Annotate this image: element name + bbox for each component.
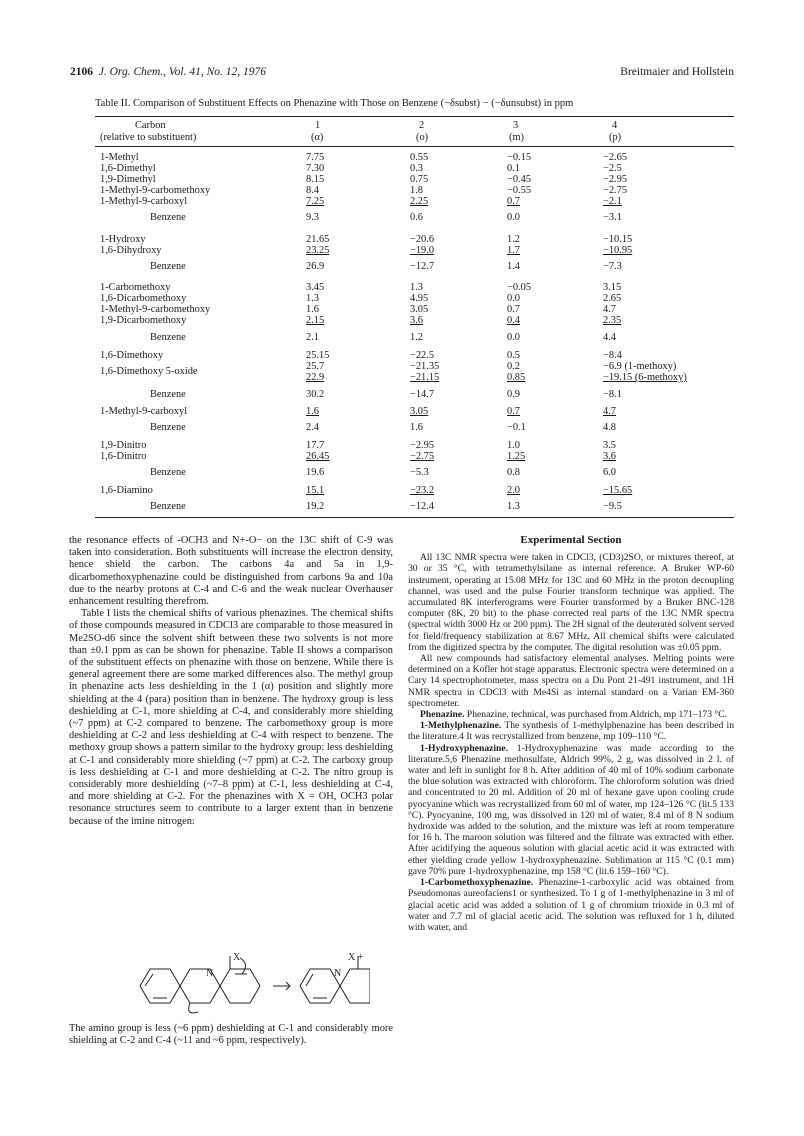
cell-c2: −14.7 <box>410 389 435 400</box>
cell-c2: 2.25 <box>410 196 429 207</box>
table-head-row-1 <box>95 120 734 131</box>
cell-c1: 21.65 <box>306 234 330 245</box>
cell-c4: −10.15 <box>603 234 633 245</box>
table-row <box>95 245 734 256</box>
cell-c2: 1.6 <box>410 422 423 433</box>
cell-c3: 0.85 <box>507 372 526 383</box>
cell-c2: −2.95 <box>410 440 435 451</box>
cell-c1: 30.2 <box>306 389 325 400</box>
cell-c2: 3.6 <box>410 315 423 326</box>
cell-c2: −21.15 <box>410 372 440 383</box>
head-col-1: 1 <box>315 120 321 131</box>
table-top-rule <box>95 116 734 117</box>
table-row <box>95 196 734 207</box>
cell-c4: −8.4 <box>603 350 622 361</box>
table-row-benzene <box>95 467 734 478</box>
row-label: 1-Methyl <box>100 152 139 163</box>
compound-name: 1-Hydroxyphenazine. <box>420 742 509 754</box>
ring-right-b <box>340 969 370 1003</box>
cell-c1: 8.4 <box>306 185 319 196</box>
cell-c4: 2.65 <box>603 293 622 304</box>
paragraph: All 13C NMR spectra were taken in CDCl3, (CD3)2SO, or mixtures thereof, at 30 or 35 °C, with tetramethylsilane as internal reference. A Bruker WP-60 instrument, operating at 15.08 MHz for 13C and 60 MHz in the proton decoupling channel, was used and the pulse Fourier transform technique was applied. The accumulated 8K interferograms were Fourier transformed by a Bruker BNC-128 computer (8K, 20 bit) to the phase corrected real parts of the 13C NMR spectra (spectral width 3000 Hz or 200 ppm). The 2H signal of the deuterated solvent served for field/frequency stabilization at 8.67 MHz. All chemical shifts were calculated from the digitized spectra by the computer. The digital resolution was ±0.05 ppm. <box>408 552 734 653</box>
table-row-benzene <box>95 422 734 433</box>
head-carbon: Carbon <box>135 120 166 131</box>
cell-c2: 1.8 <box>410 185 423 196</box>
cell-c3: 0.7 <box>507 196 520 207</box>
cell-c1: 9.3 <box>306 212 319 223</box>
cell-c2: −22.5 <box>410 350 435 361</box>
cell-c1: 22.9 <box>306 372 325 383</box>
cell-c1: 7.75 <box>306 152 325 163</box>
table-row <box>95 372 734 383</box>
row-label: 1,6-Diamino <box>100 485 153 496</box>
cell-c2: −2.75 <box>410 451 435 462</box>
table-head-row-2 <box>95 132 734 143</box>
cell-c3: 0.1 <box>507 163 520 174</box>
cell-c1: 2.1 <box>306 332 319 343</box>
row-label: 1,6-Dihydroxy <box>100 245 162 256</box>
cell-c1: 19.2 <box>306 501 325 512</box>
compound-name: Phenazine. <box>420 709 465 721</box>
cell-c1: 1.6 <box>306 406 319 417</box>
paragraph <box>408 877 734 933</box>
scheme-x-plus-label: X + <box>348 952 364 963</box>
row-label: 1,6-Dimethoxy 5-oxide <box>100 366 198 377</box>
paragraph <box>408 709 734 720</box>
cell-c3: 1.25 <box>507 451 526 462</box>
table-bottom-rule <box>95 517 734 518</box>
cell-c4: −7.3 <box>603 261 622 272</box>
journal-citation: J. Org. Chem., Vol. 41, No. 12, 1976 <box>98 66 267 78</box>
compound-text: The synthesis of 1-methylphenazine has been described in the literature.4 It was recrystallized from benzene, mp 109–110 °C. <box>408 720 734 743</box>
head-relative: (relative to substituent) <box>100 132 197 143</box>
cell-c1: 26.9 <box>306 261 325 272</box>
cell-c1: 1.6 <box>306 304 319 315</box>
compound-text: Phenazine, technical, was purchased from Aldrich, mp 171–173 °C. <box>464 709 728 721</box>
table-caption: Table II. Comparison of Substituent Effects on Phenazine with Those on Benzene (−δsubst) − (−δunsubst) in ppm <box>95 98 574 109</box>
cell-c1: 3.45 <box>306 282 325 293</box>
cell-c1: 7.25 <box>306 196 325 207</box>
scheme-x-label: X <box>233 952 241 963</box>
cell-c1: 25.7 <box>306 361 325 372</box>
cell-c4: −10.95 <box>603 245 633 256</box>
row-label: 1-Carbomethoxy <box>100 282 171 293</box>
table-row-benzene <box>95 389 734 400</box>
cell-c3: 2.0 <box>507 485 520 496</box>
header-left <box>70 66 266 78</box>
head-ortho: (o) <box>416 132 429 143</box>
cell-c4: −8.1 <box>603 389 622 400</box>
amino-paragraph: The amino group is less (~6 ppm) deshielding at C-1 and considerably more shielding at C-2 and C-4 (~11 and ~6 ppm, respectively). <box>69 1023 393 1047</box>
paragraph: All new compounds had satisfactory elemental analyses. Melting points were determined on a Kofler hot stage apparatus. Electronic spectra were determined on a Cary 14 spectrophotometer, mass spectra on a Du Pont 21-491 instrument, and 1H NMR spectra in CDCl3 with Me4Si as internal standard on a Varian EM-360 spectrometer. <box>408 653 734 709</box>
cell-c1: 2.4 <box>306 422 319 433</box>
cell-c3: −0.15 <box>507 152 532 163</box>
cell-c4: 3.15 <box>603 282 622 293</box>
cell-c4: 3.6 <box>603 451 616 462</box>
table-row <box>95 174 734 185</box>
cell-c2: −20.6 <box>410 234 435 245</box>
page-number: 2106 <box>70 66 93 78</box>
cell-c3: 0.8 <box>507 467 520 478</box>
table-row <box>95 185 734 196</box>
paragraph: the resonance effects of -OCH3 and N+-O− on the 13C shift of C-9 was taken into consideration. Both substituents will increase the electron density, hence shield the carbon. The carbons 4a and 5a in 1,9-dicarbomethoxyphenazine could be distinguished from carbons 9a and 10a due to the nearby protons at C-4 and C-6 and the weak nuclear Overhauser enhancement resulting therefrom. <box>69 535 393 608</box>
cell-c4: −6.9 (1-methoxy) <box>603 361 677 372</box>
row-label: 1-Hydroxy <box>100 234 146 245</box>
row-label: 1,9-Dimethyl <box>100 174 156 185</box>
scheme-n-label-2: N <box>334 968 342 979</box>
row-label: Benzene <box>150 261 186 272</box>
table-header-rule <box>95 146 734 147</box>
row-label: 1,9-Dinitro <box>100 440 147 451</box>
head-col-2: 2 <box>419 120 425 131</box>
row-label: Benzene <box>150 422 186 433</box>
cell-c1: 7.30 <box>306 163 325 174</box>
cell-c3: 0.0 <box>507 332 520 343</box>
table-row <box>95 282 734 293</box>
cell-c1: 15.1 <box>306 485 325 496</box>
cell-c3: 0.2 <box>507 361 520 372</box>
cell-c4: −2.75 <box>603 185 628 196</box>
cell-c3: 1.4 <box>507 261 520 272</box>
cell-c3: −0.55 <box>507 185 532 196</box>
row-label: Benzene <box>150 389 186 400</box>
cell-c4: −19.15 (6-methoxy) <box>603 372 687 383</box>
table-row <box>95 315 734 326</box>
cell-c3: 0.4 <box>507 315 520 326</box>
row-label: 1,6-Dinitro <box>100 451 147 462</box>
table-row <box>95 350 734 361</box>
cell-c4: 3.5 <box>603 440 616 451</box>
table-row <box>95 293 734 304</box>
cell-c2: −12.4 <box>410 501 435 512</box>
row-label: Benzene <box>150 332 186 343</box>
table-row <box>95 440 734 451</box>
left-column <box>69 535 393 828</box>
cell-c2: 1.3 <box>410 282 423 293</box>
header-authors: Breitmaier and Hollstein <box>620 66 734 78</box>
cell-c2: 4.95 <box>410 293 429 304</box>
cell-c4: 2.35 <box>603 315 622 326</box>
table-row-benzene <box>95 261 734 272</box>
table-row <box>95 152 734 163</box>
row-label: Benzene <box>150 467 186 478</box>
table-row <box>95 163 734 174</box>
cell-c1: 19.6 <box>306 467 325 478</box>
table-row <box>95 234 734 245</box>
cell-c2: 1.2 <box>410 332 423 343</box>
scheme-n-label: N <box>206 968 214 979</box>
cell-c4: 4.7 <box>603 406 616 417</box>
row-label: 1-Methyl-9-carbomethoxy <box>100 185 211 196</box>
cell-c2: −12.7 <box>410 261 435 272</box>
compound-text: Phenazine-1-carboxylic acid was obtained from Pseudomonas aureofaciens1 or synthesized. To 1 g of 1-methylphenazine in 3 ml of glacial acetic acid was added a solution of 1 g of chromium trioxide in 0.3 ml of water and 7.7 ml of glacial acetic acid. The solution was refluxed for 1 h, diluted with water, and <box>408 877 734 933</box>
head-alpha: (α) <box>311 132 324 143</box>
cell-c4: 4.8 <box>603 422 616 433</box>
table-row <box>95 451 734 462</box>
cell-c2: −21.35 <box>410 361 440 372</box>
row-label: 1-Methyl-9-carbomethoxy <box>100 304 211 315</box>
cell-c4: 6.0 <box>603 467 616 478</box>
cell-c1: 1.3 <box>306 293 319 304</box>
head-para: (p) <box>609 132 622 143</box>
cell-c2: 0.55 <box>410 152 429 163</box>
cell-c3: 0.9 <box>507 389 520 400</box>
table-row-benzene <box>95 501 734 512</box>
row-label: 1-Methyl-9-carboxyl <box>100 196 188 207</box>
paragraph <box>408 720 734 742</box>
cell-c3: 1.3 <box>507 501 520 512</box>
cell-c4: −2.5 <box>603 163 622 174</box>
cell-c3: −0.45 <box>507 174 532 185</box>
cell-c2: 3.05 <box>410 406 429 417</box>
table-row <box>95 361 734 377</box>
cell-c3: 0.0 <box>507 293 520 304</box>
cell-c3: 0.0 <box>507 212 520 223</box>
cell-c4: 4.7 <box>603 304 616 315</box>
row-label: Benzene <box>150 212 186 223</box>
cell-c1: 17.7 <box>306 440 325 451</box>
cell-c3: −0.1 <box>507 422 526 433</box>
section-title: Experimental Section <box>520 534 622 546</box>
row-label: 1,9-Dicarbomethoxy <box>100 315 187 326</box>
cell-c3: 0.7 <box>507 304 520 315</box>
table-row-benzene <box>95 212 734 223</box>
cell-c4: −2.1 <box>603 196 622 207</box>
paragraph: Table I lists the chemical shifts of various phenazines. The chemical shifts of those compounds measured in CDCl3 are comparable to those measured in Me2SO-d6 since the solvent shift between these two solvents is not more than ±0.1 ppm as can be shown for phenazine. Table II shows a comparison of the substituent effects on phenazine with those on benzene. While there is general agreement there are some marked differences also. The methyl group in phenazine acts less deshielding in the 1 (α) position and slightly more shielding at the 4 (para) position than in benzene. The hydroxy group is less deshielding at C-1, more shielding at C-4, and considerably more shielding (~7 ppm) at C-2 compared to benzene. The carbomethoxy group is more deshielding at C-2 and less deshielding at C-4 with respect to benzene. The methoxy group shows a pattern similar to the hydroxy group: less deshielding at C-1 and considerably more shielding (~7 ppm) at C-2. The carboxy group is less deshielding at C-1 and more deshielding at C-2. The nitro group is considerably more deshielding (~7–8 ppm) at C-1, less deshielding at C-4, and more shielding at C-2. For the phenazines with X = OH, OCH3 polar resonance structures seem to contribute to a larger extent than in benzene because of the imine nitrogen: <box>69 608 393 827</box>
resonance-scheme-figure <box>130 950 370 1022</box>
cell-c2: −23.2 <box>410 485 435 496</box>
paragraph <box>408 743 734 877</box>
cell-c1: 2.15 <box>306 315 325 326</box>
cell-c2: 0.75 <box>410 174 429 185</box>
cell-c3: 0.7 <box>507 406 520 417</box>
table-row <box>95 485 734 496</box>
row-label: 1,6-Dimethoxy <box>100 350 164 361</box>
compound-name: 1-Carbomethoxyphenazine. <box>420 877 534 889</box>
cell-c4: −2.65 <box>603 152 628 163</box>
head-col-4: 4 <box>612 120 618 131</box>
cell-c1: 25.15 <box>306 350 330 361</box>
cell-c2: −5.3 <box>410 467 429 478</box>
cell-c3: 1.0 <box>507 440 520 451</box>
row-label: 1-Methyl-9-carboxyl <box>100 406 188 417</box>
cell-c1: 26.45 <box>306 451 330 462</box>
cell-c3: 1.7 <box>507 245 520 256</box>
row-label: 1,6-Dimethyl <box>100 163 156 174</box>
ring-left-b <box>180 969 220 1003</box>
cell-c2: 3.05 <box>410 304 429 315</box>
cell-c2: −19.0 <box>410 245 435 256</box>
cell-c4: −15.65 <box>603 485 633 496</box>
cell-c4: −3.1 <box>603 212 622 223</box>
table-row <box>95 304 734 315</box>
compound-text: 1-Hydroxyphenazine was made according to the literature.5,6 Phenazine methosulfate, Aldrich 99%, 2 g, was dissolved in 2 l. of water and left in sunlight for 8 h. After addition of 40 ml of 10% sodium carbonate the blue solution was extracted with chloroform. The chloroform solution was dried and concentrated to 20 ml. Addition of 20 ml of hexane gave upon cooling crude pyocyanine which was recrystallized from 60 ml of water, mp 124–126 °C (lit.5 133 °C). Pyocyanine, 100 mg, was dissolved in 120 ml of water, 8.4 ml of 8 N sodium hydroxide was added to the solution, and the mixture was left at room temperature for 16 h. The maroon solution was filtered and the filtrate was extracted with ether. After acidifying the aqueous solution with glacial acetic acid it was extracted with ether yielding crude yellow 1-hydroxyphenazine. Sublimation at 115 °C (0.1 mm) gave 70% pure 1-hydroxyphenazine, mp 158 °C (lit.6 159–160 °C). <box>408 742 734 877</box>
cell-c2: 0.6 <box>410 212 423 223</box>
row-label: 1,6-Dicarbomethoxy <box>100 293 187 304</box>
cell-c3: 0.5 <box>507 350 520 361</box>
cell-c3: −0.05 <box>507 282 532 293</box>
cell-c4: 4.4 <box>603 332 616 343</box>
row-label: Benzene <box>150 501 186 512</box>
running-header <box>70 66 734 82</box>
cell-c1: 8.15 <box>306 174 325 185</box>
table-row <box>95 406 734 417</box>
head-col-3: 3 <box>513 120 519 131</box>
cell-c4: −9.5 <box>603 501 622 512</box>
compound-name: 1-Methylphenazine. <box>420 720 502 732</box>
head-meta: (m) <box>509 132 525 143</box>
right-column <box>408 535 734 933</box>
cell-c2: 0.3 <box>410 163 423 174</box>
cell-c3: 1.2 <box>507 234 520 245</box>
table-row-benzene <box>95 332 734 343</box>
cell-c1: 23.25 <box>306 245 330 256</box>
cell-c4: −2.95 <box>603 174 628 185</box>
